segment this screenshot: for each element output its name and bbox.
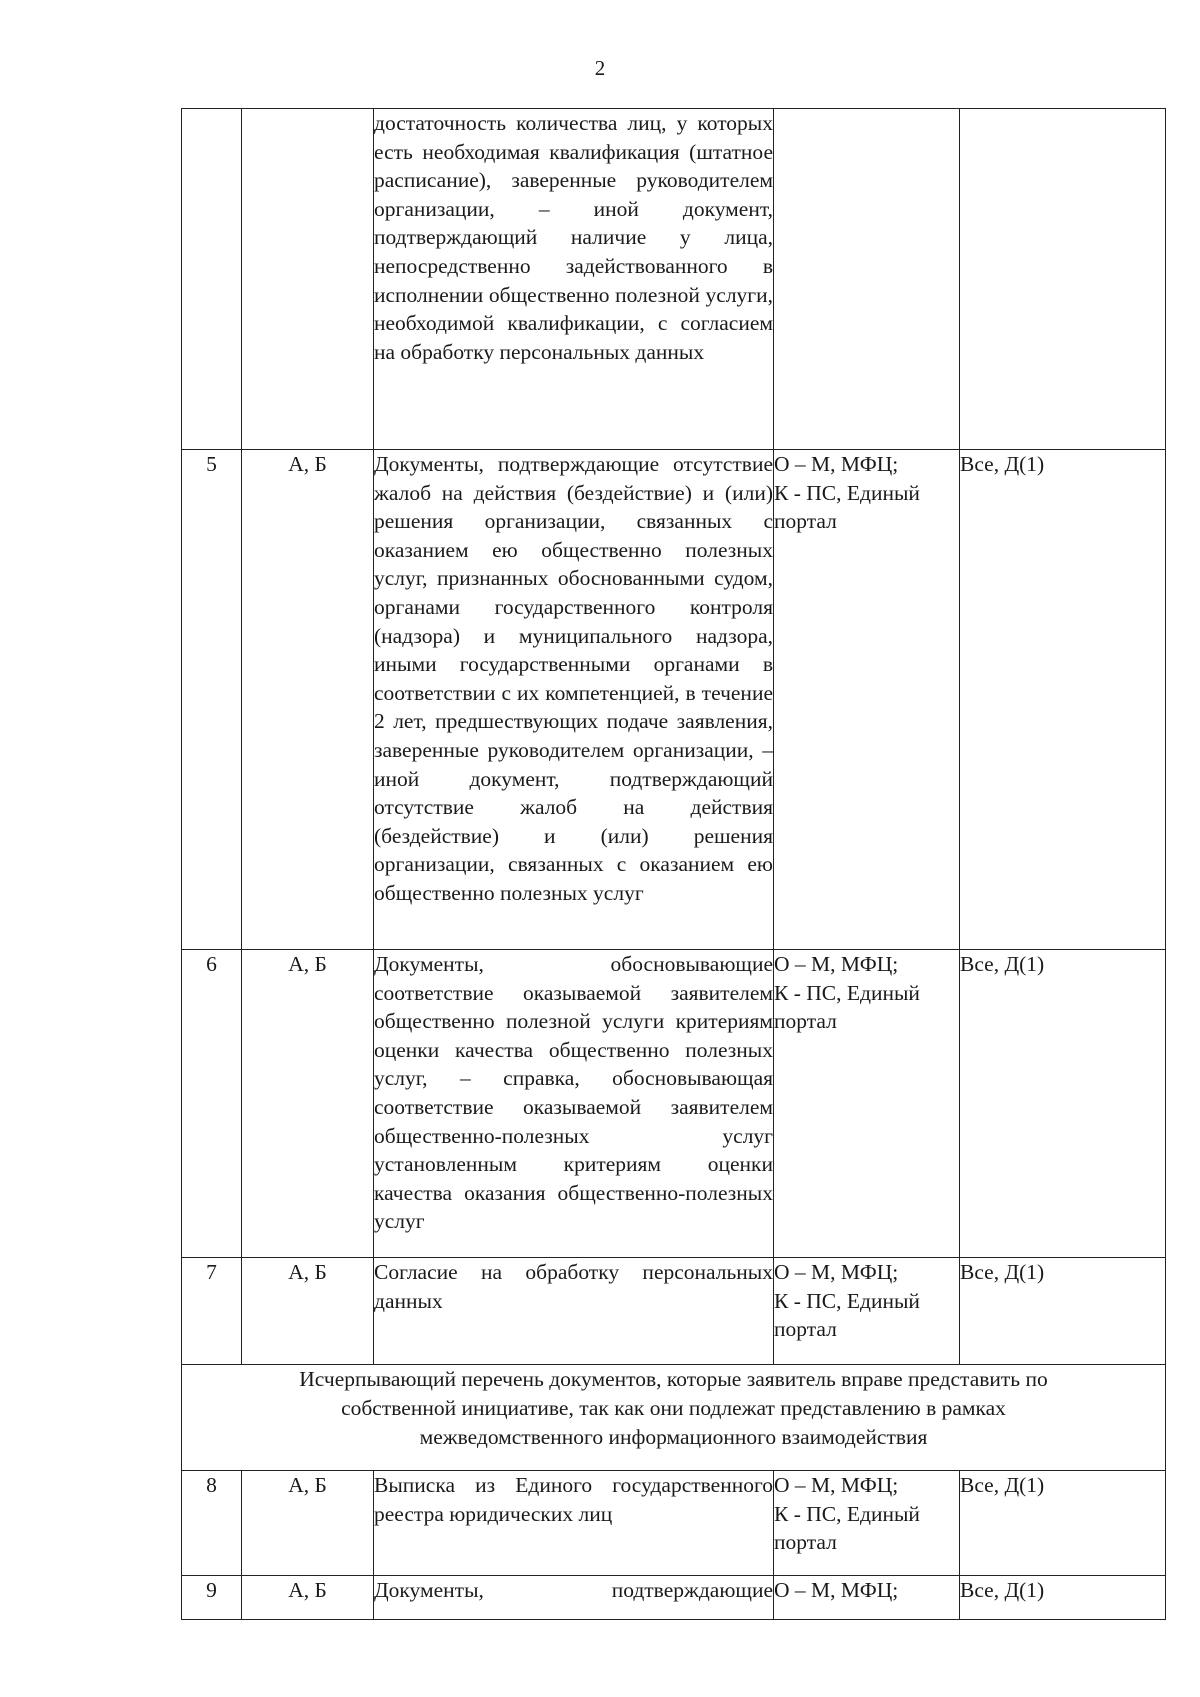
row-categories: А, Б <box>242 950 374 1258</box>
row-number: 9 <box>182 1576 242 1620</box>
submission-line: портал <box>774 1530 837 1555</box>
submission-line: О – М, МФЦ; <box>774 1578 899 1602</box>
row-number: 6 <box>182 950 242 1258</box>
section-heading-line: межведомственного информационного взаимодействия <box>419 1425 928 1449</box>
submission-line: К - ПС, Единый <box>774 980 920 1005</box>
row-categories: А, Б <box>242 450 374 950</box>
row-categories: А, Б <box>242 1576 374 1620</box>
row-submission <box>774 450 960 950</box>
row-number: 8 <box>182 1471 242 1576</box>
section-heading-row <box>182 1365 1166 1471</box>
documents-table <box>181 108 1166 1620</box>
row-applicants: Все, Д(1) <box>960 1258 1166 1365</box>
row-submission <box>774 1258 960 1365</box>
row-description: Согласие на обработку персональных данных <box>374 1258 774 1365</box>
page-number: 2 <box>594 56 606 80</box>
submission-line: К - ПС, Единый <box>774 1288 920 1313</box>
table-row <box>182 450 1166 950</box>
row-number: 7 <box>182 1258 242 1365</box>
row-categories <box>242 109 374 450</box>
table-row <box>182 1471 1166 1576</box>
row-description: Документы, подтверждающие <box>374 1576 774 1620</box>
row-applicants: Все, Д(1) <box>960 950 1166 1258</box>
row-categories: А, Б <box>242 1258 374 1365</box>
row-applicants <box>960 109 1166 450</box>
row-applicants: Все, Д(1) <box>960 1576 1166 1620</box>
table-row <box>182 109 1166 450</box>
row-description: Документы, обосновывающие соответствие оказываемой заявителем общественно полезной услуги критериям оценки качества общественно полезных услуг, – справка, обосновывающая соответствие оказываемой заявителем общественно-полезных услуг установленным критериям оценки качества оказания общественно-полезных услуг <box>374 950 774 1258</box>
section-heading <box>182 1365 1166 1471</box>
submission-line: О – М, МФЦ; <box>774 452 899 476</box>
submission-line: О – М, МФЦ; <box>774 952 899 976</box>
table-row <box>182 1258 1166 1365</box>
submission-line: К - ПС, Единый <box>774 1501 920 1526</box>
row-number <box>182 109 242 450</box>
row-submission <box>774 1471 960 1576</box>
submission-line: О – М, МФЦ; <box>774 1473 899 1497</box>
submission-line: портал <box>774 1009 837 1034</box>
submission-line: портал <box>774 1317 837 1342</box>
row-applicants: Все, Д(1) <box>960 1471 1166 1576</box>
table-row <box>182 1576 1166 1620</box>
section-heading-line: собственной инициативе, так как они подлежат представлению в рамках <box>341 1396 1006 1420</box>
table-row <box>182 950 1166 1258</box>
row-number: 5 <box>182 450 242 950</box>
submission-line: портал <box>774 509 837 534</box>
row-description: Документы, подтверждающие отсутствие жалоб на действия (бездействие) и (или) решения организации, связанных с оказанием ею общественно полезных услуг, признанных обоснованными судом, органами государственного контроля (надзора) и муниципального надзора, иными государственными органами в соответствии с их компетенцией, в течение 2 лет, предшествующих подаче заявления, заверенные руководителем организации, – иной документ, подтверждающий отсутствие жалоб на действия (бездействие) и (или) решения организации, связанных с оказанием ею общественно полезных услуг <box>374 450 774 950</box>
submission-line: К - ПС, Единый <box>774 480 920 505</box>
row-applicants: Все, Д(1) <box>960 450 1166 950</box>
submission-line: О – М, МФЦ; <box>774 1260 899 1284</box>
row-submission <box>774 950 960 1258</box>
row-description: достаточность количества лиц, у которых есть необходимая квалификация (штатное расписание), заверенные руководителем организации, – иной документ, подтверждающий наличие у лица, непосредственно задействованного в исполнении общественно полезной услуги, необходимой квалификации, с согласием на обработку персональных данных <box>374 109 774 450</box>
row-description: Выписка из Единого государственного реестра юридических лиц <box>374 1471 774 1576</box>
row-submission <box>774 1576 960 1620</box>
section-heading-line: Исчерпывающий перечень документов, которые заявитель вправе представить по <box>299 1367 1048 1391</box>
row-categories: А, Б <box>242 1471 374 1576</box>
row-submission <box>774 109 960 450</box>
